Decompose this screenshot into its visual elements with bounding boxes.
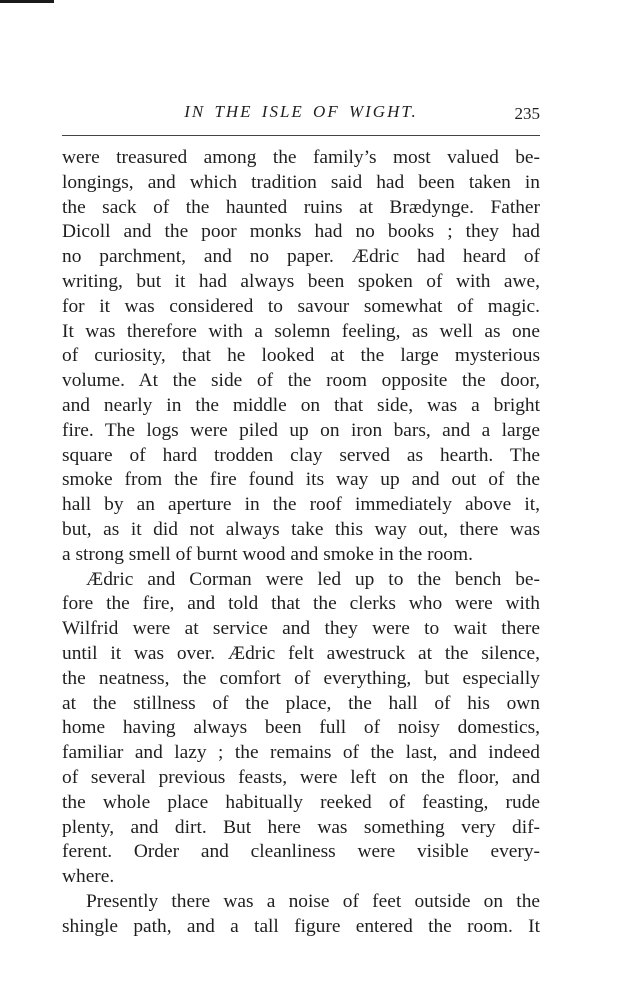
text-line: longings, and which tradition said had been taken in: [62, 171, 540, 193]
text-line: a strong smell of burnt wood and smoke in the room.: [62, 543, 473, 565]
text-line: were treasured among the family’s most valued be-: [62, 147, 540, 168]
text-line: square of hard trodden clay served as hearth. The: [62, 444, 540, 466]
text-line: volume. At the side of the room opposite the door,: [62, 370, 540, 392]
text-line: writing, but it had always been spoken of with awe,: [62, 270, 540, 292]
running-title: IN THE ISLE OF WIGHT.: [184, 102, 418, 121]
text-line: Presently there was a noise of feet outside on the: [86, 890, 540, 912]
text-line: until it was over. Ædric felt awestruck at the silence,: [62, 642, 540, 664]
text-line: fore the fire, and told that the clerks who were with: [62, 593, 540, 615]
text-line: of curiosity, that he looked at the large mysterious: [62, 345, 540, 367]
text-line: It was therefore with a solemn feeling, as well as one: [62, 320, 540, 342]
text-line: and nearly in the middle on that side, was a bright: [62, 394, 540, 416]
running-head: [62, 102, 540, 128]
text-line: Wilfrid were at service and they were to wait there: [62, 618, 540, 640]
text-line: the whole place habitually reeked of feasting, rude: [62, 791, 540, 813]
text-line: familiar and lazy ; the remains of the last, and indeed: [62, 742, 540, 764]
text-line: home having always been full of noisy domestics,: [62, 717, 540, 739]
text-line: the neatness, the comfort of everything, but especially: [62, 667, 540, 689]
text-line: of several previous feasts, were left on the floor, and: [62, 766, 540, 788]
text-line: hall by an aperture in the roof immediately above it,: [62, 494, 540, 516]
text-line: fire. The logs were piled up on iron bars, and a large: [62, 419, 540, 441]
text-line: ferent. Order and cleanliness were visible every-: [62, 841, 540, 863]
text-line: Ædric and Corman were led up to the bench be-: [86, 568, 540, 590]
page-number: 235: [514, 104, 540, 123]
text-line: but, as it did not always take this way out, there was: [62, 518, 540, 540]
text-line: smoke from the fire found its way up and out of the: [62, 469, 540, 491]
text-line: the sack of the haunted ruins at Brædynge. Father: [62, 196, 540, 218]
text-line: for it was considered to savour somewhat of magic.: [62, 295, 540, 317]
text-line: where.: [62, 866, 115, 888]
text-line: plenty, and dirt. But here was something very dif-: [62, 816, 540, 838]
header-rule: [62, 135, 540, 136]
scan-corner-mark: [0, 0, 54, 3]
text-line: Dicoll and the poor monks had no books ; they had: [62, 221, 540, 243]
text-line: no parchment, and no paper. Ædric had heard of: [62, 246, 540, 268]
text-line: at the stillness of the place, the hall of his own: [62, 692, 540, 714]
text-line: shingle path, and a tall figure entered the room. It: [62, 915, 540, 937]
body-text: [62, 146, 540, 940]
